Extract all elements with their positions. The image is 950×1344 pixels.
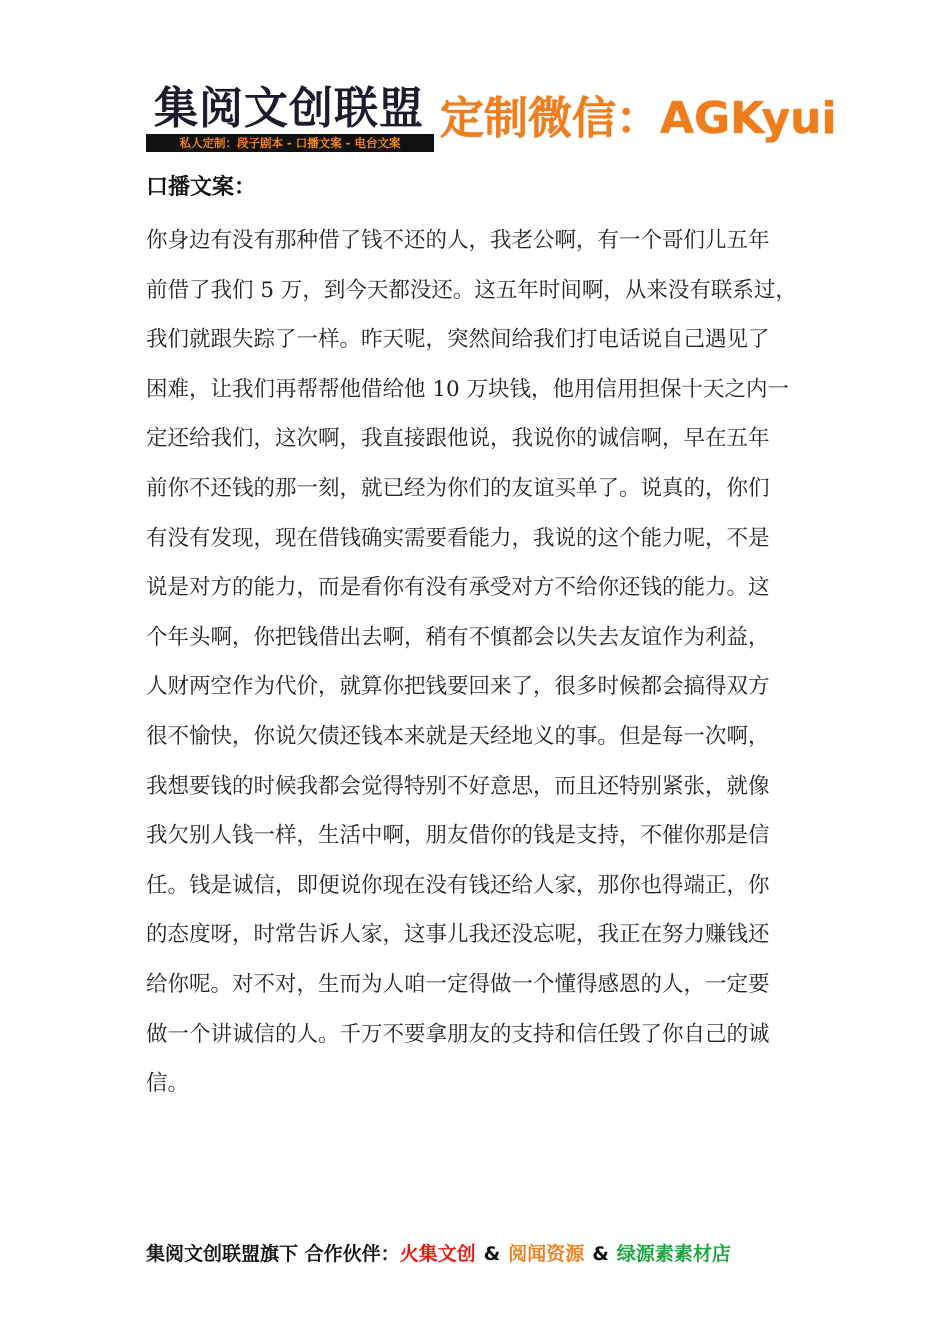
article-line: 做一个讲诚信的人。千万不要拿朋友的支持和信任毁了你自己的诚 [146, 1021, 770, 1047]
article-line: 你身边有没有那种借了钱不还的人，我老公啊，有一个哥们儿五年 [146, 228, 770, 253]
article-line: 有没有发现，现在借钱确实需要看能力，我说的这个能力呢，不是 [146, 525, 770, 551]
footer-partners [146, 1238, 731, 1270]
article-line: 人财两空作为代价，就算你把钱要回来了，很多时候都会搞得双方 [146, 674, 770, 700]
section-title: 口播文案： [146, 175, 257, 200]
article-line: 很不愉快，你说欠债还钱本来就是天经地义的事。但是每一次啊， [146, 723, 770, 749]
header-banner [146, 84, 886, 156]
article-line: 我想要钱的时候我都会觉得特别不好意思，而且还特别紧张，就像 [146, 773, 770, 799]
article-line: 给你呢。对不对，生而为人咱一定得做一个懂得感恩的人，一定要 [146, 971, 770, 997]
partner-name-2: 阅闻资源 [508, 1243, 585, 1265]
brand-name: 集阅文创联盟 [154, 83, 424, 134]
article-line: 任。钱是诚信，即便说你现在没有钱还给人家，那你也得端正，你 [146, 872, 770, 898]
article-line: 前你不还钱的那一刻，就已经为你们的友谊买单了。说真的，你们 [146, 475, 770, 501]
wechat-contact: 定制微信：AGKyui [440, 93, 837, 144]
brand-tagline: 私人定制：段子剧本 - 口播文案 - 电台文案 [146, 134, 434, 152]
partner-separator: & [483, 1243, 501, 1265]
partner-name-3: 绿源素素材店 [616, 1243, 731, 1265]
article-line: 的态度呀，时常告诉人家，这事儿我还没忘呢，我正在努力赚钱还 [146, 922, 770, 948]
article-body [146, 216, 826, 1109]
partner-separator: & [592, 1243, 609, 1265]
article-line: 困难，让我们再帮帮他借给他 10 万块钱，他用信用担保十天之内一 [146, 376, 790, 402]
brand-logo [146, 84, 434, 154]
article-line: 定还给我们，这次啊，我直接跟他说，我说你的诚信啊，早在五年 [146, 426, 770, 452]
article-line: 我欠别人钱一样，生活中啊，朋友借你的钱是支持，不催你那是信 [146, 823, 770, 849]
article-line: 我们就跟失踪了一样。昨天呢，突然间给我们打电话说自己遇见了 [146, 327, 770, 353]
article-line: 信。 [146, 1071, 190, 1097]
article-line: 个年头啊，你把钱借出去啊，稍有不慎都会以失去友谊作为利益， [146, 624, 770, 650]
partner-name-1: 火集文创 [399, 1243, 476, 1265]
footer-lead: 集阅文创联盟旗下 合作伙伴： [146, 1243, 400, 1265]
article-line: 说是对方的能力，而是看你有没有承受对方不给你还钱的能力。这 [146, 575, 770, 601]
article-line: 前借了我们 5 万，到今天都没还。这五年时间啊，从来没有联系过， [146, 277, 797, 303]
